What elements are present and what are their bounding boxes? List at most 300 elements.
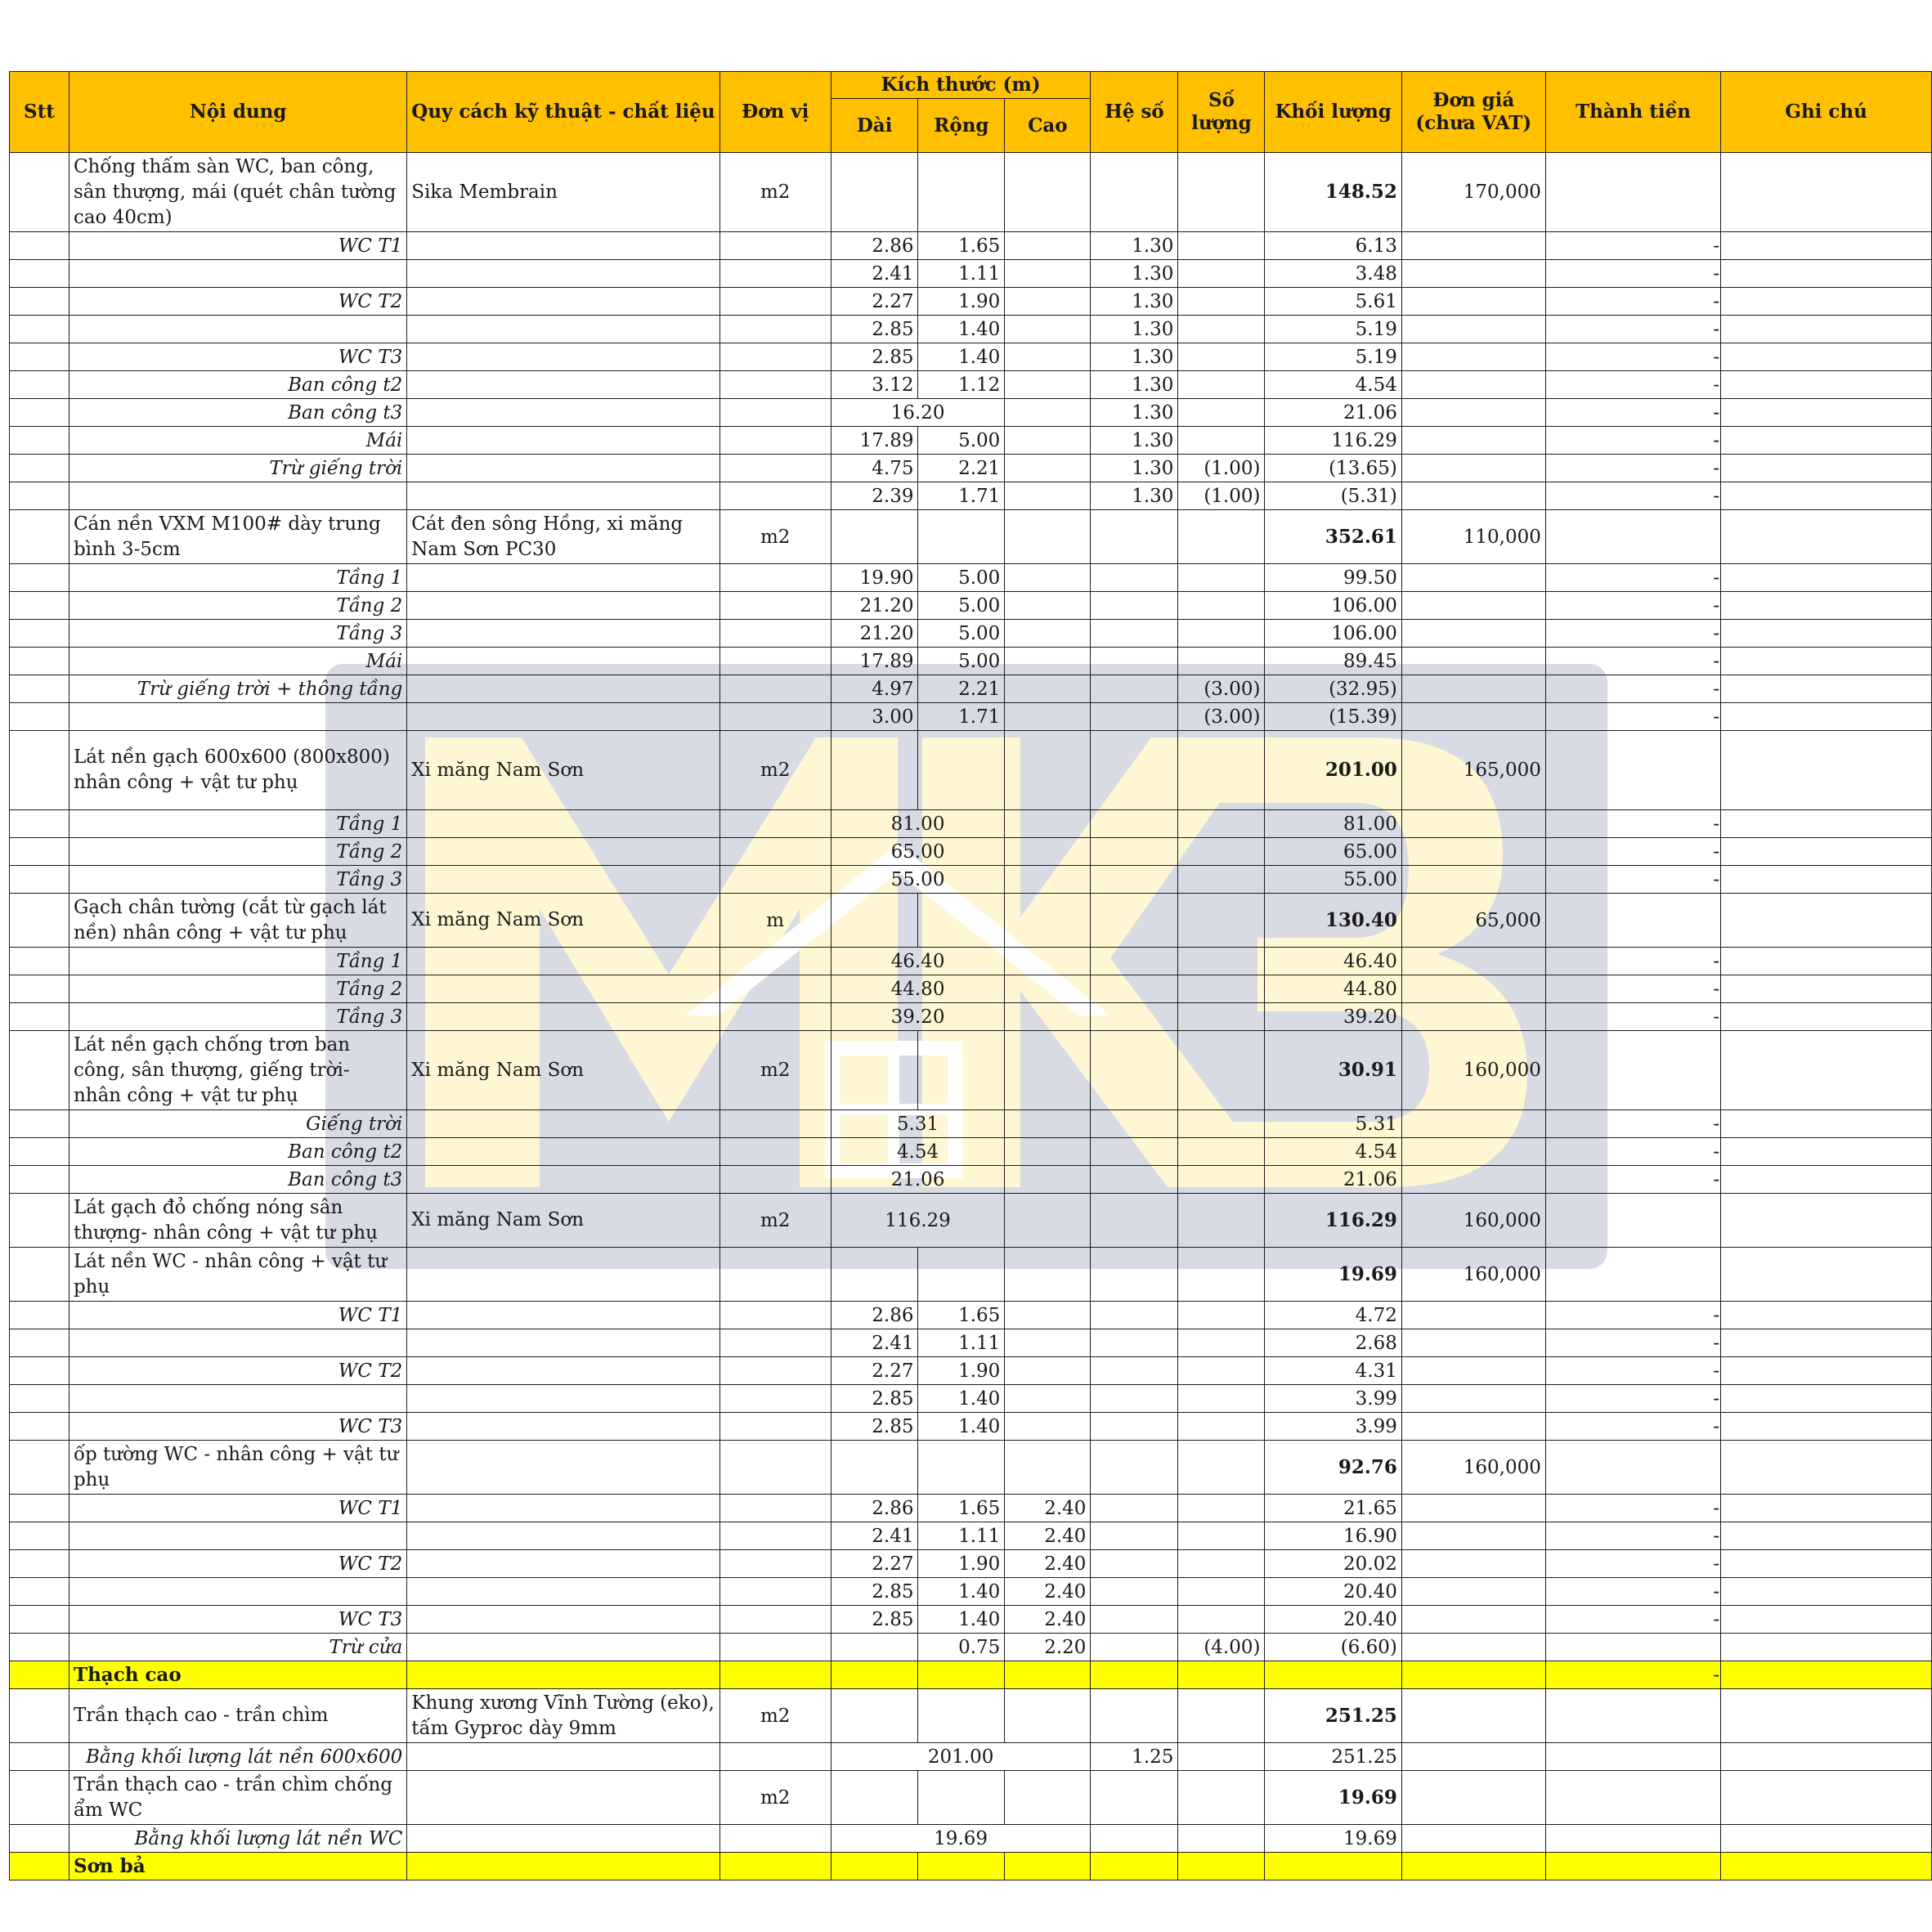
unit-price-cell (1401, 620, 1545, 648)
section-title: Thạch cao (69, 1661, 406, 1689)
note-cell (1721, 1771, 1932, 1825)
width-cell (918, 1661, 1005, 1689)
unit-price-cell (1401, 1689, 1545, 1743)
length-cell (831, 1661, 918, 1689)
note-cell (1721, 1689, 1932, 1743)
unit-price-cell (1401, 288, 1545, 316)
unit-price-cell (1401, 866, 1545, 894)
sub-item-label: Trừ giếng trời (69, 455, 406, 482)
volume-cell: 3.48 (1265, 260, 1401, 288)
unit-price-cell (1401, 1413, 1545, 1441)
coefficient-cell (1091, 564, 1178, 592)
stt-cell (10, 343, 69, 371)
detail-row (10, 620, 1932, 648)
item-row (10, 153, 1932, 232)
coefficient-cell (1091, 1003, 1178, 1031)
note-cell (1721, 1031, 1932, 1110)
unit-price-cell (1401, 810, 1545, 838)
width-cell: 1.40 (918, 1413, 1005, 1441)
height-cell (1005, 838, 1091, 866)
description-cell: Cán nền VXM M100# dày trung bình 3-5cm (69, 510, 406, 564)
coefficient-cell (1091, 1661, 1178, 1689)
unit-cell: m2 (719, 1771, 831, 1825)
unit-cell (719, 1302, 831, 1329)
detail-row (10, 1550, 1932, 1578)
volume-cell: 251.25 (1265, 1743, 1401, 1771)
stt-cell (10, 1110, 69, 1138)
quantity-cell (1178, 1138, 1265, 1166)
length-cell: 2.86 (831, 1302, 918, 1329)
width-cell: 1.65 (918, 1302, 1005, 1329)
unit-price-cell (1401, 399, 1545, 427)
height-cell (1005, 1110, 1091, 1138)
height-cell (1005, 703, 1091, 731)
amount-cell: - (1545, 675, 1720, 703)
volume-cell: 89.45 (1265, 648, 1401, 675)
spec-cell: Khung xương Vĩnh Tường (eko), tấm Gyproc dày 9mm (407, 1689, 719, 1743)
stt-cell (10, 810, 69, 838)
unit-cell (719, 399, 831, 427)
volume-cell: 116.29 (1265, 427, 1401, 455)
width-cell: 1.90 (918, 288, 1005, 316)
height-cell (1005, 866, 1091, 894)
width-cell: 1.40 (918, 316, 1005, 343)
coefficient-cell (1091, 1138, 1178, 1166)
stt-cell (10, 1771, 69, 1825)
height-cell (1005, 1003, 1091, 1031)
note-cell (1721, 371, 1932, 399)
unit-cell (719, 703, 831, 731)
height-cell (1005, 1441, 1091, 1495)
spec-cell (407, 1385, 719, 1413)
sub-item-label: Ban công t3 (69, 1166, 406, 1194)
quantity-cell (1178, 866, 1265, 894)
height-cell (1005, 153, 1091, 232)
col-dai: Dài (831, 99, 918, 153)
volume-cell: 55.00 (1265, 866, 1401, 894)
spec-cell (407, 316, 719, 343)
coefficient-cell (1091, 948, 1178, 975)
note-cell (1721, 288, 1932, 316)
coefficient-cell (1091, 810, 1178, 838)
note-cell (1721, 1110, 1932, 1138)
unit-price-cell (1401, 1003, 1545, 1031)
height-cell (1005, 948, 1091, 975)
unit-cell (719, 1110, 831, 1138)
unit-cell (719, 1329, 831, 1357)
width-cell: 1.40 (918, 1385, 1005, 1413)
stt-cell (10, 975, 69, 1003)
unit-cell (719, 1522, 831, 1550)
sub-item-label: Tầng 3 (69, 866, 406, 894)
col-don-gia: Đơn giá (chưa VAT) (1401, 72, 1545, 153)
description-cell: ốp tường WC - nhân công + vật tư phụ (69, 1441, 406, 1495)
height-cell: 2.40 (1005, 1578, 1091, 1606)
col-cao: Cao (1005, 99, 1091, 153)
length-cell: 2.27 (831, 288, 918, 316)
spec-cell (407, 1825, 719, 1853)
quantity-cell (1178, 648, 1265, 675)
length-cell: 2.27 (831, 1550, 918, 1578)
amount-cell (1545, 731, 1720, 810)
unit-cell (719, 1825, 831, 1853)
col-kich-thuoc: Kích thước (m) (831, 72, 1091, 99)
height-cell (1005, 675, 1091, 703)
item-row (10, 1689, 1932, 1743)
quantity-cell (1178, 592, 1265, 620)
width-cell: 1.12 (918, 371, 1005, 399)
height-cell (1005, 1357, 1091, 1385)
stt-cell (10, 648, 69, 675)
coefficient-cell (1091, 1166, 1178, 1194)
detail-row (10, 1634, 1932, 1661)
unit-price-cell (1401, 1606, 1545, 1634)
unit-price-cell (1401, 1385, 1545, 1413)
height-cell (1005, 482, 1091, 510)
height-cell (1005, 260, 1091, 288)
length-cell: 2.86 (831, 232, 918, 260)
note-cell (1721, 343, 1932, 371)
width-cell: 5.00 (918, 648, 1005, 675)
spec-cell (407, 703, 719, 731)
coefficient-cell (1091, 1248, 1178, 1302)
sub-item-label: WC T2 (69, 1550, 406, 1578)
spec-cell (407, 1853, 719, 1880)
unit-price-cell (1401, 1522, 1545, 1550)
amount-cell: - (1545, 1413, 1720, 1441)
width-cell (918, 894, 1005, 948)
unit-price-cell (1401, 343, 1545, 371)
amount-cell: - (1545, 1495, 1720, 1522)
stt-cell (10, 1550, 69, 1578)
spec-cell (407, 482, 719, 510)
unit-cell (719, 1606, 831, 1634)
quantity-cell (1178, 1771, 1265, 1825)
unit-price-cell (1401, 1661, 1545, 1689)
unit-cell (719, 1495, 831, 1522)
amount-cell: - (1545, 232, 1720, 260)
quantity-cell (1178, 1825, 1265, 1853)
volume-cell: 46.40 (1265, 948, 1401, 975)
amount-cell: - (1545, 260, 1720, 288)
spec-cell (407, 1248, 719, 1302)
spec-cell (407, 288, 719, 316)
coefficient-cell (1091, 1689, 1178, 1743)
quantity-cell (1178, 1550, 1265, 1578)
unit-price-cell (1401, 1166, 1545, 1194)
quantity-cell (1178, 1302, 1265, 1329)
detail-row (10, 948, 1932, 975)
unit-cell: m (719, 894, 831, 948)
sub-item-label (69, 1385, 406, 1413)
volume-cell (1265, 1853, 1401, 1880)
length-cell: 3.00 (831, 703, 918, 731)
dimension-merged-cell: 5.31 (831, 1110, 1005, 1138)
length-cell: 2.39 (831, 482, 918, 510)
amount-cell (1545, 1634, 1720, 1661)
height-cell: 2.40 (1005, 1495, 1091, 1522)
length-cell (831, 1031, 918, 1110)
detail-row (10, 1138, 1932, 1166)
unit-cell (719, 1853, 831, 1880)
length-cell: 2.85 (831, 1606, 918, 1634)
amount-cell (1545, 510, 1720, 564)
stt-cell (10, 455, 69, 482)
length-cell (831, 1853, 918, 1880)
unit-price-cell (1401, 703, 1545, 731)
spec-cell (407, 1743, 719, 1771)
note-cell (1721, 620, 1932, 648)
coefficient-cell: 1.30 (1091, 232, 1178, 260)
detail-row (10, 1110, 1932, 1138)
height-cell (1005, 1689, 1091, 1743)
volume-cell: 65.00 (1265, 838, 1401, 866)
stt-cell (10, 703, 69, 731)
amount-cell: - (1545, 1302, 1720, 1329)
spec-cell (407, 648, 719, 675)
coefficient-cell (1091, 1031, 1178, 1110)
volume-cell: (32.95) (1265, 675, 1401, 703)
spec-cell (407, 1003, 719, 1031)
quantity-cell: (1.00) (1178, 482, 1265, 510)
amount-cell (1545, 1441, 1720, 1495)
quantity-cell (1178, 975, 1265, 1003)
volume-cell: 19.69 (1265, 1825, 1401, 1853)
coefficient-cell (1091, 1495, 1178, 1522)
detail-row (10, 1003, 1932, 1031)
sub-item-label: Giếng trời (69, 1110, 406, 1138)
height-cell: 2.40 (1005, 1550, 1091, 1578)
quantity-cell (1178, 153, 1265, 232)
unit-price-cell: 160,000 (1401, 1194, 1545, 1248)
unit-price-cell (1401, 975, 1545, 1003)
unit-cell (719, 1138, 831, 1166)
stt-cell (10, 620, 69, 648)
sub-item-label: WC T3 (69, 1606, 406, 1634)
spec-cell (407, 592, 719, 620)
height-cell (1005, 810, 1091, 838)
dimension-merged-cell: 81.00 (831, 810, 1005, 838)
detail-row (10, 1578, 1932, 1606)
quantity-cell (1178, 948, 1265, 975)
quantity-cell (1178, 260, 1265, 288)
col-quy-cach: Quy cách kỹ thuật - chất liệu (407, 72, 719, 153)
height-cell (1005, 1166, 1091, 1194)
coefficient-cell (1091, 703, 1178, 731)
height-cell (1005, 894, 1091, 948)
description-cell: Lát nền gạch 600x600 (800x800) nhân công + vật tư phụ (69, 731, 406, 810)
quantity-cell (1178, 427, 1265, 455)
quantity-cell (1178, 1248, 1265, 1302)
unit-price-cell: 160,000 (1401, 1441, 1545, 1495)
coefficient-cell (1091, 153, 1178, 232)
spec-cell: Sika Membrain (407, 153, 719, 232)
length-cell: 19.90 (831, 564, 918, 592)
unit-price-cell (1401, 1771, 1545, 1825)
sub-item-label: Tầng 1 (69, 564, 406, 592)
width-cell (918, 510, 1005, 564)
col-so-luong: Số lượng (1178, 72, 1265, 153)
item-row (10, 1031, 1932, 1110)
stt-cell (10, 316, 69, 343)
spec-cell (407, 1413, 719, 1441)
unit-price-cell: 65,000 (1401, 894, 1545, 948)
coefficient-cell: 1.25 (1091, 1743, 1178, 1771)
spec-cell (407, 948, 719, 975)
sub-item-label: Tầng 2 (69, 592, 406, 620)
stt-cell (10, 1522, 69, 1550)
width-cell: 5.00 (918, 620, 1005, 648)
amount-cell: - (1545, 371, 1720, 399)
spec-cell: Xi măng Nam Sơn (407, 1194, 719, 1248)
height-cell (1005, 1031, 1091, 1110)
unit-cell (719, 866, 831, 894)
quantity-cell (1178, 1357, 1265, 1385)
unit-cell (719, 371, 831, 399)
unit-cell (719, 1661, 831, 1689)
width-cell (918, 1853, 1005, 1880)
unit-cell: m2 (719, 510, 831, 564)
section-row (10, 1853, 1932, 1880)
stt-cell (10, 1495, 69, 1522)
coefficient-cell (1091, 1853, 1178, 1880)
width-cell: 2.21 (918, 455, 1005, 482)
section-row (10, 1661, 1932, 1689)
coefficient-cell (1091, 1578, 1178, 1606)
volume-cell: 130.40 (1265, 894, 1401, 948)
detail-row (10, 399, 1932, 427)
dimension-merged-cell: 16.20 (831, 399, 1005, 427)
quantity-cell (1178, 1441, 1265, 1495)
description-cell: Gạch chân tường (cắt từ gạch lát nền) nhân công + vật tư phụ (69, 894, 406, 948)
coefficient-cell (1091, 1302, 1178, 1329)
sub-item-label (69, 260, 406, 288)
coefficient-cell (1091, 1825, 1178, 1853)
unit-price-cell (1401, 675, 1545, 703)
amount-cell: - (1545, 866, 1720, 894)
volume-cell: (15.39) (1265, 703, 1401, 731)
detail-row (10, 1166, 1932, 1194)
detail-row (10, 260, 1932, 288)
amount-cell: - (1545, 455, 1720, 482)
item-row (10, 894, 1932, 948)
stt-cell (10, 675, 69, 703)
width-cell: 0.75 (918, 1634, 1005, 1661)
amount-cell: - (1545, 343, 1720, 371)
coefficient-cell (1091, 648, 1178, 675)
sub-item-label (69, 1578, 406, 1606)
note-cell (1721, 455, 1932, 482)
volume-cell: 148.52 (1265, 153, 1401, 232)
note-cell (1721, 564, 1932, 592)
sub-item-label (69, 316, 406, 343)
spec-cell (407, 343, 719, 371)
stt-cell (10, 399, 69, 427)
stt-cell (10, 948, 69, 975)
amount-cell: - (1545, 1357, 1720, 1385)
unit-cell (719, 810, 831, 838)
quantity-cell (1178, 1385, 1265, 1413)
dimension-merged-cell: 116.29 (831, 1194, 1005, 1248)
unit-price-cell: 110,000 (1401, 510, 1545, 564)
length-cell: 21.20 (831, 620, 918, 648)
volume-cell: 39.20 (1265, 1003, 1401, 1031)
unit-cell (719, 620, 831, 648)
stt-cell (10, 1329, 69, 1357)
coefficient-cell (1091, 1357, 1178, 1385)
quantity-cell (1178, 1661, 1265, 1689)
stt-cell (10, 1825, 69, 1853)
volume-cell: (13.65) (1265, 455, 1401, 482)
amount-cell: - (1545, 1550, 1720, 1578)
detail-row (10, 975, 1932, 1003)
unit-cell (719, 1413, 831, 1441)
note-cell (1721, 1003, 1932, 1031)
unit-cell: m2 (719, 1031, 831, 1110)
sub-item-label: Ban công t2 (69, 371, 406, 399)
width-cell (918, 1248, 1005, 1302)
volume-cell: 92.76 (1265, 1441, 1401, 1495)
length-cell: 2.85 (831, 1578, 918, 1606)
note-cell (1721, 1166, 1932, 1194)
coefficient-cell: 1.30 (1091, 399, 1178, 427)
spec-cell (407, 1302, 719, 1329)
spec-cell (407, 455, 719, 482)
note-cell (1721, 592, 1932, 620)
unit-price-cell (1401, 1302, 1545, 1329)
unit-cell: m2 (719, 1689, 831, 1743)
stt-cell (10, 1689, 69, 1743)
note-cell (1721, 1853, 1932, 1880)
dimension-merged-cell: 21.06 (831, 1166, 1005, 1194)
width-cell: 5.00 (918, 592, 1005, 620)
length-cell: 2.86 (831, 1495, 918, 1522)
stt-cell (10, 1166, 69, 1194)
unit-price-cell: 165,000 (1401, 731, 1545, 810)
length-cell: 2.41 (831, 1329, 918, 1357)
unit-cell (719, 1743, 831, 1771)
unit-price-cell (1401, 838, 1545, 866)
item-row (10, 1194, 1932, 1248)
unit-price-cell: 160,000 (1401, 1031, 1545, 1110)
height-cell (1005, 371, 1091, 399)
stt-cell (10, 1853, 69, 1880)
amount-cell: - (1545, 564, 1720, 592)
amount-cell: - (1545, 592, 1720, 620)
unit-price-cell (1401, 1550, 1545, 1578)
detail-row (10, 427, 1932, 455)
height-cell (1005, 1853, 1091, 1880)
unit-price-cell: 160,000 (1401, 1248, 1545, 1302)
height-cell (1005, 232, 1091, 260)
coefficient-cell (1091, 675, 1178, 703)
sub-item-label: Tầng 2 (69, 975, 406, 1003)
amount-cell (1545, 1825, 1720, 1853)
volume-cell: 16.90 (1265, 1522, 1401, 1550)
stt-cell (10, 1743, 69, 1771)
stt-cell (10, 260, 69, 288)
stt-cell (10, 1634, 69, 1661)
amount-cell: - (1545, 810, 1720, 838)
coefficient-cell (1091, 731, 1178, 810)
coefficient-cell (1091, 1522, 1178, 1550)
coefficient-cell (1091, 1110, 1178, 1138)
stt-cell (10, 564, 69, 592)
note-cell (1721, 1606, 1932, 1634)
quantity-cell (1178, 288, 1265, 316)
unit-cell: m2 (719, 153, 831, 232)
sub-item-label: Tầng 3 (69, 620, 406, 648)
